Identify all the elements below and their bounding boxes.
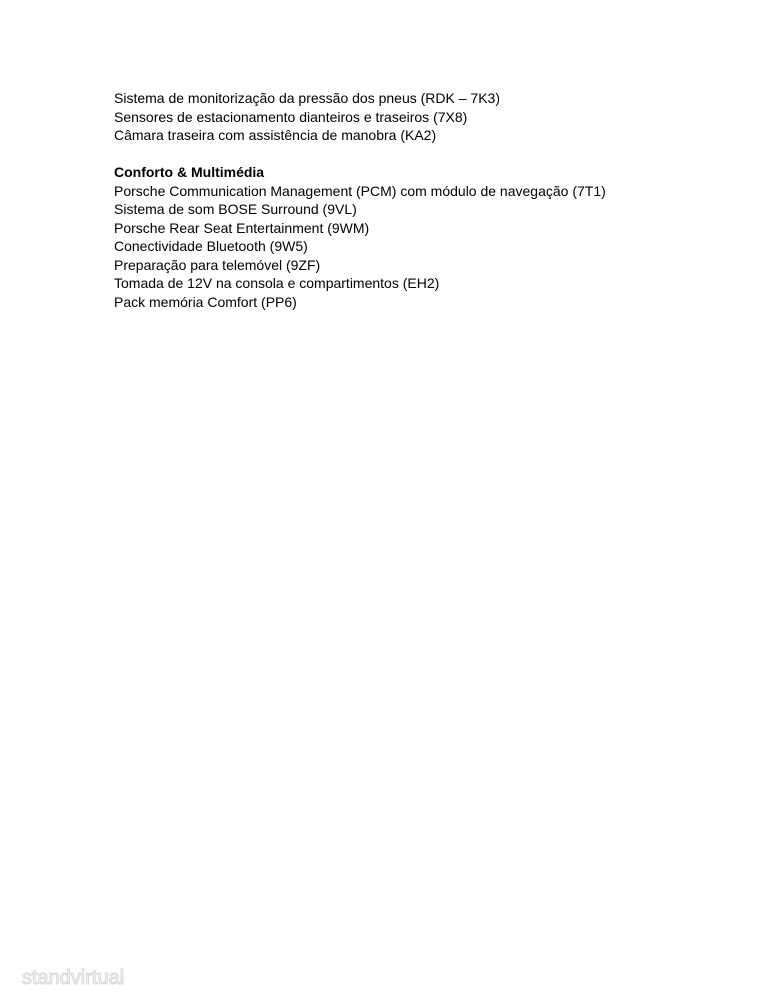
list-item: Sistema de som BOSE Surround (9VL) <box>114 201 357 217</box>
list-item: Preparação para telemóvel (9ZF) <box>114 256 321 273</box>
standvirtual-logo-icon <box>10 961 136 993</box>
list-item: Conectividade Bluetooth (9W5) <box>114 238 308 254</box>
list-item: Porsche Rear Seat Entertainment (9WM) <box>114 219 370 236</box>
list-item: Câmara traseira com assistência de manobra (KA2) <box>114 127 437 143</box>
equipment-list <box>114 89 734 311</box>
section-spacer <box>114 145 734 164</box>
list-item: Porsche Communication Management (PCM) com módulo de navegação (7T1) <box>114 182 606 199</box>
list-item: Pack memória Comfort (PP6) <box>114 293 297 310</box>
list-item: Sistema de monitorização da pressão dos pneus (RDK – 7K3) <box>114 90 500 106</box>
svg-text:standvirtual: standvirtual <box>21 967 125 989</box>
list-item: Tomada de 12V na consola e compartimentos (EH2) <box>114 275 440 291</box>
section-heading: Conforto & Multimédia <box>114 164 265 180</box>
list-item: Sensores de estacionamento dianteiros e traseiros (7X8) <box>114 108 468 125</box>
